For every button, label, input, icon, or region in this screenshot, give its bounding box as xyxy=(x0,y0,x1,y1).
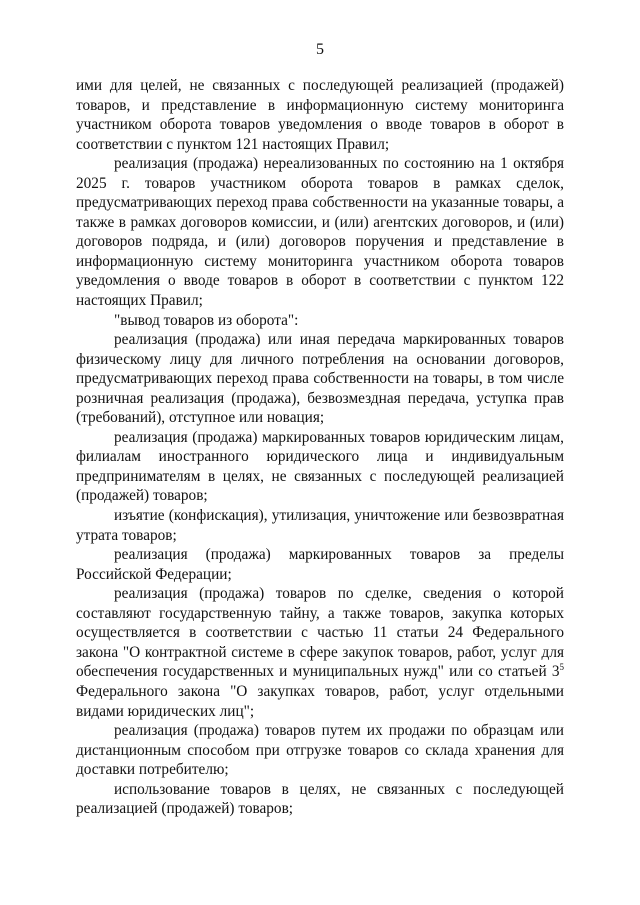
paragraph-state-secret xyxy=(76,584,564,721)
paragraph-legal-entities: реализация (продажа) маркированных товаров юридическим лицам, филиалам иностранного юридического лица и индивидуальным предпринимателям в целях, не связанных с последующей реализацией (продажей) товаров; xyxy=(76,428,564,505)
page-number: 5 xyxy=(316,41,324,58)
state-secret-text: реализация (продажа) товаров по сделке, сведения о которой составляют государственную тайну, а также товаров, закупка которых осуществляется в соответствии с частью 11 статьи 24 Федерального закона "О контрактной системе в сфере закупок товаров, работ, услуг для обеспечения государственных и муниципальных нужд" или со статьей 3 xyxy=(76,585,564,681)
paragraph-remote-sale: реализация (продажа) товаров путем их продажи по образцам или дистанционным способом при отгрузке товаров со склада хранения для доставки потребителю; xyxy=(76,722,564,779)
paragraph-export: реализация (продажа) маркированных товаров за пределы Российской Федерации; xyxy=(76,546,564,583)
paragraph-non-resale-use: использование товаров в целях, не связанных с последующей реализацией (продажей) товаров; xyxy=(76,780,564,818)
document-body xyxy=(76,76,564,819)
state-secret-tail: Федерального закона "О закупках товаров, работ, услуг отдельными видами юридических лиц"; xyxy=(76,682,564,720)
paragraph-unsold-goods: реализация (продажа) нереализованных по состоянию на 1 октября 2025 г. товаров участником оборота товаров в рамках сделок, предусматривающих переход права собственности на указанные товары, а также в рамках договоров комиссии, и (или) агентских договоров, и (или) договоров подряда, и (или) договоров поручения и представление в информационную систему мониторинга участником оборота товаров уведомления о вводе товаров в оборот в соответствии с пунктом 122 настоящих Правил; xyxy=(76,155,564,310)
article-superscript: 5 xyxy=(559,662,564,673)
paragraph-confiscation: изъятие (конфискация), утилизация, уничтожение или безвозвратная утрата товаров; xyxy=(76,507,564,544)
paragraph-withdrawal-heading: "вывод товаров из оборота": xyxy=(114,311,299,329)
paragraph-continuation: ими для целей, не связанных с последующей реализацией (продажей) товаров, и представление в информационную систему мониторинга участником оборота товаров уведомления о вводе товаров в оборот в соответствии с пунктом 121 настоящих Правил; xyxy=(76,77,564,153)
paragraph-retail-transfer: реализация (продажа) или иная передача маркированных товаров физическому лицу для личного потребления на основании договоров, предусматривающих переход права собственности на товары, в том числе розничная реализация (продажа), безвозмездная передача, уступка прав (требований), отступное или новация; xyxy=(76,331,564,427)
